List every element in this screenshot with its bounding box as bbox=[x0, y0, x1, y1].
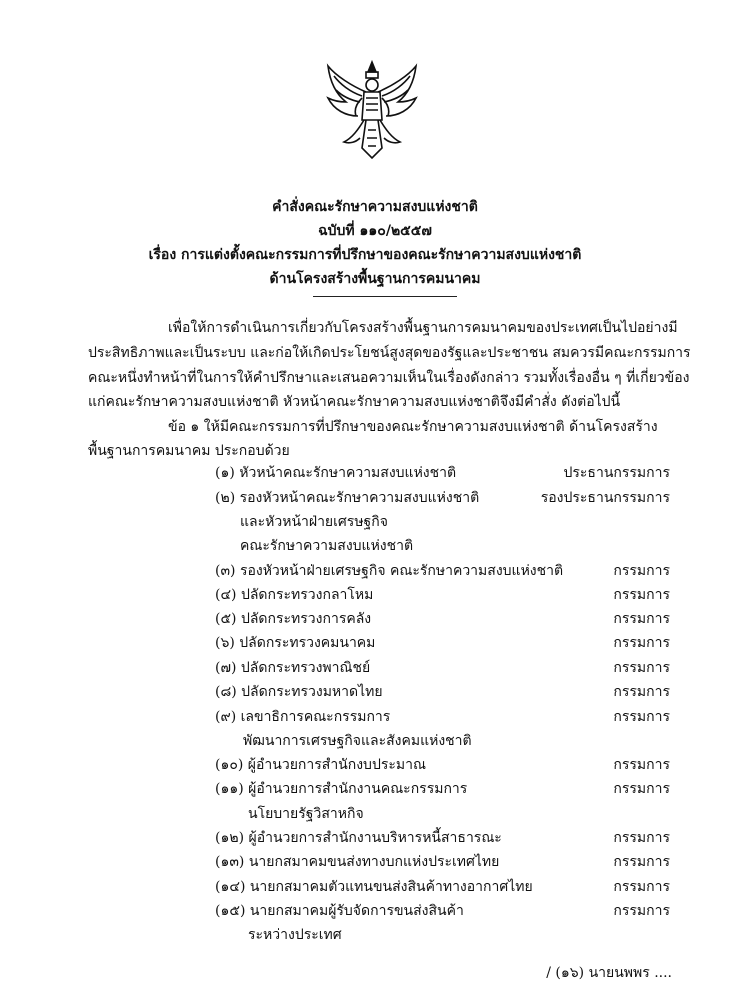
member-name-continued: คณะรักษาความสงบแห่งชาติ bbox=[240, 538, 414, 554]
member-role: กรรมการ bbox=[613, 635, 670, 651]
member-name: (๑) หัวหน้าคณะรักษาความสงบแห่งชาติ bbox=[215, 465, 457, 481]
order-subject: เรื่อง การแต่งตั้งคณะกรรมการที่ปรึกษาของคณะรักษาความสงบแห่งชาติ bbox=[148, 247, 582, 263]
page-continuation: / (๑๖) นายนพพร .... bbox=[546, 965, 672, 981]
member-name: (๒) รองหัวหน้าคณะรักษาความสงบแห่งชาติ bbox=[215, 490, 480, 506]
paragraph-line: คณะหนึ่งทำหน้าที่ในการให้คำปรึกษาและเสนอความเห็นในเรื่องดังกล่าว รวมทั้งเรื่องอื่น ๆ ที่เกี่ยวข้อง bbox=[88, 370, 690, 386]
paragraph-line: ประสิทธิภาพและเป็นระบบ และก่อให้เกิดประโยชน์สูงสุดของรัฐและประชาชน สมควรมีคณะกรรมการ bbox=[88, 345, 691, 361]
member-name: (๑๐) ผู้อำนวยการสำนักงบประมาณ bbox=[215, 757, 426, 773]
member-role: กรรมการ bbox=[613, 587, 670, 603]
paragraph-line: แก่คณะรักษาความสงบแห่งชาติ หัวหน้าคณะรักษาความสงบแห่งชาติจึงมีคำสั่ง ดังต่อไปนี้ bbox=[88, 394, 621, 410]
member-role: กรรมการ bbox=[613, 781, 670, 797]
member-name-continued: พัฒนาการเศรษฐกิจและสังคมแห่งชาติ bbox=[243, 733, 472, 749]
member-role: กรรมการ bbox=[613, 757, 670, 773]
member-name: (๑๔) นายกสมาคมตัวแทนขนส่งสินค้าทางอากาศไทย bbox=[215, 879, 533, 895]
clause-heading: ข้อ ๑ ให้มีคณะกรรมการที่ปรึกษาของคณะรักษาความสงบแห่งชาติ ด้านโครงสร้าง bbox=[168, 419, 658, 435]
member-role: กรรมการ bbox=[613, 660, 670, 676]
member-role: กรรมการ bbox=[613, 854, 670, 870]
order-subject-continued: ด้านโครงสร้างพื้นฐานการคมนาคม bbox=[269, 271, 481, 287]
member-name: (๕) ปลัดกระทรวงการคลัง bbox=[215, 611, 372, 627]
member-role: กรรมการ bbox=[613, 879, 670, 895]
member-name: (๑๒) ผู้อำนวยการสำนักงานบริหารหนี้สาธารณะ bbox=[215, 830, 502, 846]
member-name: (๑๓) นายกสมาคมขนส่งทางบกแห่งประเทศไทย bbox=[215, 854, 500, 870]
member-name-continued: และหัวหน้าฝ่ายเศรษฐกิจ bbox=[240, 514, 388, 530]
header-divider bbox=[313, 296, 457, 297]
member-role: กรรมการ bbox=[613, 611, 670, 627]
order-number: ฉบับที่ ๑๑๐/๒๕๕๗ bbox=[318, 223, 432, 239]
member-name: (๔) ปลัดกระทรวงกลาโหม bbox=[215, 587, 374, 603]
member-name: (๙) เลขาธิการคณะกรรมการ bbox=[215, 709, 391, 725]
member-name-continued: นโยบายรัฐวิสาหกิจ bbox=[248, 806, 364, 822]
member-role: ประธานกรรมการ bbox=[563, 465, 670, 481]
member-name: (๗) ปลัดกระทรวงพาณิชย์ bbox=[215, 660, 371, 676]
member-role: กรรมการ bbox=[613, 709, 670, 725]
member-name-continued: ระหว่างประเทศ bbox=[248, 927, 342, 943]
clause-line: พื้นฐานการคมนาคม ประกอบด้วย bbox=[88, 443, 290, 459]
member-role: กรรมการ bbox=[613, 903, 670, 919]
member-role: กรรมการ bbox=[613, 563, 670, 579]
paragraph-line: เพื่อให้การดำเนินการเกี่ยวกับโครงสร้างพื้นฐานการคมนาคมของประเทศเป็นไปอย่างมี bbox=[168, 320, 678, 336]
member-name: (๑๕) นายกสมาคมผู้รับจัดการขนส่งสินค้า bbox=[215, 903, 464, 919]
member-name: (๖) ปลัดกระทรวงคมนาคม bbox=[215, 635, 376, 651]
member-name: (๑๑) ผู้อำนวยการสำนักงานคณะกรรมการ bbox=[215, 781, 468, 797]
member-name: (๓) รองหัวหน้าฝ่ายเศรษฐกิจ คณะรักษาความสงบแห่งชาติ bbox=[215, 563, 564, 579]
member-role: กรรมการ bbox=[613, 830, 670, 846]
garuda-emblem-icon bbox=[322, 58, 422, 162]
member-role: กรรมการ bbox=[613, 684, 670, 700]
order-title: คำสั่งคณะรักษาความสงบแห่งชาติ bbox=[272, 199, 478, 215]
member-name: (๘) ปลัดกระทรวงมหาดไทย bbox=[215, 684, 383, 700]
member-role: รองประธานกรรมการ bbox=[540, 490, 670, 506]
